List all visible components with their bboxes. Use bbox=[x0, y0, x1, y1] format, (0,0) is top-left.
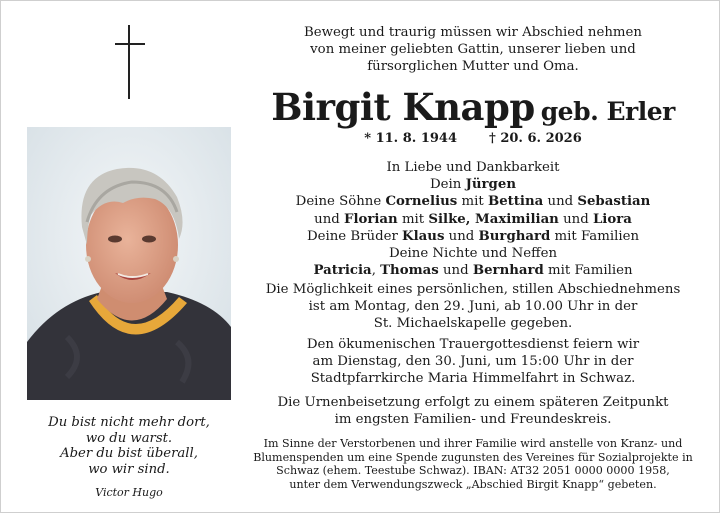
quote-line: wo du warst. bbox=[85, 430, 173, 446]
birth-date: * 11. 8. 1944 bbox=[364, 131, 457, 146]
death-date: † 20. 6. 2026 bbox=[489, 131, 582, 146]
burial-info bbox=[251, 394, 695, 428]
quote-line: Du bist nicht mehr dort, bbox=[48, 415, 210, 430]
text-line: Die Urnenbeisetzung erfolgt zu einem späteren Zeitpunkt bbox=[277, 395, 669, 410]
family-line: Deine Söhne Cornelius mit Bettina und Sebastian bbox=[295, 194, 651, 210]
text-line: ist am Montag, den 29. Juni, ab 10.00 Uhr in der bbox=[308, 299, 638, 315]
full-name: Birgit Knapp bbox=[271, 85, 535, 129]
life-dates bbox=[251, 131, 695, 146]
intro-line: fürsorglichen Mutter und Oma. bbox=[367, 59, 579, 74]
family-line: Deine Nichte und Neffen bbox=[388, 246, 558, 262]
text-line: Im Sinne der Verstorbenen und ihrer Familie wird anstelle von Kranz- und bbox=[263, 437, 683, 450]
intro-line: von meiner geliebten Gattin, unserer lieben und bbox=[310, 42, 636, 57]
text-line: Stadtpfarrkirche Maria Himmelfahrt in Schwaz. bbox=[310, 371, 636, 387]
quote-line: Aber du bist überall, bbox=[60, 446, 198, 461]
family-line: Dein Jürgen bbox=[430, 177, 516, 193]
maiden-name: geb. Erler bbox=[540, 97, 675, 126]
intro-text bbox=[251, 24, 695, 75]
text-line: Die Möglichkeit eines persönlichen, stillen Abschiednehmens bbox=[265, 282, 681, 297]
intro-line: Bewegt und traurig müssen wir Abschied nehmen bbox=[304, 25, 642, 40]
text-line: Blumenspenden um eine Spende zugunsten des Vereines für Sozialprojekte in bbox=[253, 450, 693, 464]
quote-block bbox=[27, 415, 231, 501]
text-line: St. Michaelskapelle gegeben. bbox=[373, 316, 573, 332]
family-line: und Florian mit Silke, Maximilian und Liora bbox=[314, 211, 632, 227]
family-list bbox=[251, 159, 695, 279]
portrait-photo bbox=[27, 127, 231, 400]
text-line: am Dienstag, den 30. Juni, um 15:00 Uhr in der bbox=[312, 354, 634, 370]
cross-icon bbox=[115, 25, 145, 99]
farewell-info bbox=[251, 281, 695, 333]
service-info bbox=[251, 336, 695, 388]
text-line: unter dem Verwendungszweck „Abschied Birgit Knapp“ gebeten. bbox=[289, 477, 657, 491]
quote-author: Victor Hugo bbox=[95, 486, 163, 499]
text-line: Schwaz (ehem. Teestube Schwaz). IBAN: AT32 2051 0000 0000 1958, bbox=[276, 464, 670, 478]
family-line: In Liebe und Dankbarkeit bbox=[386, 160, 560, 175]
deceased-name bbox=[251, 85, 695, 129]
quote-line: wo wir sind. bbox=[88, 461, 170, 477]
text-line: im engsten Familien- und Freundeskreis. bbox=[334, 412, 612, 428]
donation-info bbox=[251, 437, 695, 491]
family-line: Patricia, Thomas und Bernhard mit Familien bbox=[313, 263, 633, 279]
family-line: Deine Brüder Klaus und Burghard mit Familien bbox=[306, 228, 640, 244]
text-line: Den ökumenischen Trauergottesdienst feiern wir bbox=[306, 337, 640, 352]
